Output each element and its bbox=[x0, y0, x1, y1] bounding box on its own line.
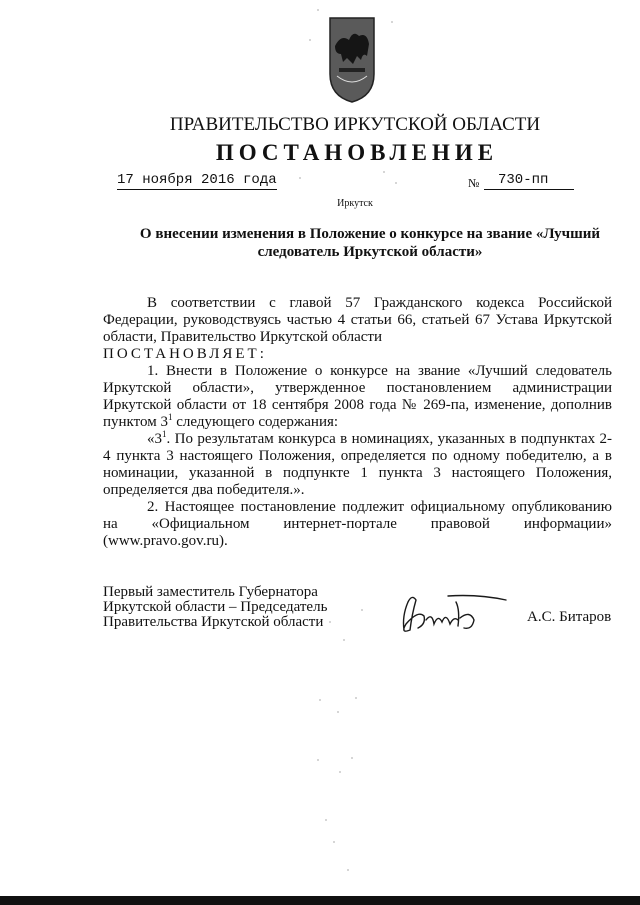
signer-position bbox=[103, 585, 363, 630]
number-label: № bbox=[468, 176, 480, 190]
quote-text: . По результатам конкурса в номинациях, указанных в подпунктах 2-4 пункта 3 настоящего Положения, определяется по одному победителю, а в номинации, указанной в подпункте 1 пункта 3 настоящего Положения, определяется два победителя.». bbox=[103, 431, 612, 498]
city-name: Иркутск bbox=[337, 198, 373, 209]
document-type-title: ПОСТАНОВЛЕНИЕ bbox=[215, 140, 499, 165]
document-subject: О внесении изменения в Положение о конкурсе на звание «Лучший следователь Иркутской области» bbox=[139, 226, 601, 260]
government-title: ПРАВИТЕЛЬСТВО ИРКУТСКОЙ ОБЛАСТИ bbox=[169, 114, 541, 135]
item-1-paragraph bbox=[103, 363, 612, 431]
signer-name: А.С. Битаров bbox=[527, 609, 612, 625]
quote-text-start: «3 bbox=[147, 431, 162, 447]
coat-of-arms-emblem bbox=[327, 16, 377, 104]
item-1-text: 1. Внести в Положение о конкурсе на звание «Лучший следователь Иркутской области», утвержденное постановлением администрации Иркутской области от 18 сентября 2008 года № 269-па, изменение, дополнив пунктом 3 bbox=[103, 363, 612, 430]
preamble-paragraph: В соответствии с главой 57 Гражданского кодекса Российской Федерации, руководствуясь частью 4 статьи 66, статьей 67 Устава Иркутской области, Правительство Иркутской области bbox=[103, 295, 612, 345]
resolves-heading: ПОСТАНОВЛЯЕТ: bbox=[103, 346, 267, 362]
item-1-text-end: следующего содержания: bbox=[172, 414, 339, 430]
signer-line-1: Первый заместитель Губернатора bbox=[103, 584, 318, 600]
quote-superscript: 1 bbox=[162, 429, 167, 439]
item-1-superscript: 1 bbox=[167, 412, 173, 422]
document-number: 730-пп bbox=[484, 172, 574, 190]
document-body bbox=[103, 295, 612, 550]
scan-bottom-edge bbox=[0, 896, 640, 905]
document-date: 17 ноября 2016 года bbox=[117, 172, 277, 188]
handwritten-signature bbox=[398, 590, 508, 638]
signer-line-3: Правительства Иркутской области bbox=[103, 614, 324, 630]
item-2-paragraph: 2. Настоящее постановление подлежит официальному опубликованию на «Официальном интернет-портале правовой информации» (www.pravo.gov.ru). bbox=[103, 499, 612, 549]
signer-line-2: Иркутской области – Председатель bbox=[103, 599, 328, 615]
quote-paragraph bbox=[103, 431, 612, 499]
